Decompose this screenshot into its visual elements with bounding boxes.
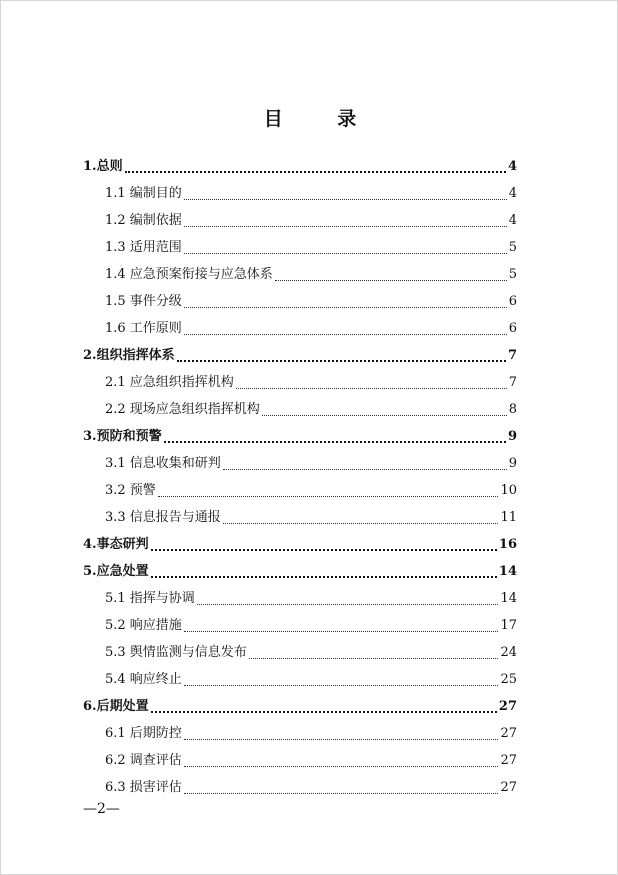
toc-section-entry[interactable] — [83, 234, 517, 261]
toc-entry-label: 2.组织指挥体系 — [83, 348, 175, 363]
toc-entry-label: 1.2 编制依据 — [105, 213, 182, 228]
toc-section-entry[interactable] — [83, 720, 517, 747]
toc-entry-page-number: 6 — [508, 294, 517, 309]
toc-entry-label: 5.3 舆情监测与信息发布 — [105, 645, 247, 660]
toc-entry-label: 1.1 编制目的 — [105, 186, 182, 201]
dot-leader — [184, 306, 507, 308]
toc-chapter-entry[interactable] — [83, 531, 517, 558]
toc-entry-page-number: 6 — [508, 321, 517, 336]
toc-entry-label: 6.2 调查评估 — [105, 753, 182, 768]
toc-section-entry[interactable] — [83, 369, 517, 396]
toc-section-entry[interactable] — [83, 639, 517, 666]
dot-leader — [223, 522, 499, 524]
dot-leader — [164, 440, 506, 443]
toc-section-entry[interactable] — [83, 288, 517, 315]
toc-entry-page-number: 4 — [507, 159, 517, 174]
toc-entry-label: 3.1 信息收集和研判 — [105, 456, 221, 471]
dot-leader — [184, 684, 499, 686]
toc-section-entry[interactable] — [83, 315, 517, 342]
dot-leader — [177, 359, 506, 362]
toc-entry-page-number: 9 — [507, 429, 517, 444]
toc-entry-page-number: 27 — [500, 726, 517, 741]
toc-chapter-entry[interactable] — [83, 342, 517, 369]
dot-leader — [223, 468, 507, 470]
toc-entry-page-number: 9 — [508, 456, 517, 471]
toc-entry-label: 6.1 后期防控 — [105, 726, 182, 741]
page-number: —2— — [83, 801, 120, 817]
toc-chapter-entry[interactable] — [83, 693, 517, 720]
toc-entry-label: 3.3 信息报告与通报 — [105, 510, 221, 525]
toc-entry-page-number: 5 — [508, 240, 517, 255]
toc-entry-page-number: 16 — [498, 537, 517, 552]
toc-section-entry[interactable] — [83, 666, 517, 693]
toc-section-entry[interactable] — [83, 747, 517, 774]
toc-entry-label: 3.预防和预警 — [83, 429, 162, 444]
toc-entry-page-number: 24 — [500, 645, 517, 660]
toc-entry-label: 1.总则 — [83, 159, 123, 174]
dot-leader — [151, 548, 497, 551]
toc-entry-label: 5.1 指挥与协调 — [105, 591, 195, 606]
toc-entry-label: 2.2 现场应急组织指挥机构 — [105, 402, 260, 417]
toc-title: 目 录 — [263, 108, 381, 130]
toc-section-entry[interactable] — [83, 396, 517, 423]
toc-section-entry[interactable] — [83, 450, 517, 477]
toc-entry-page-number: 4 — [508, 213, 517, 228]
dot-leader — [249, 657, 499, 659]
toc-entry-page-number: 27 — [500, 780, 517, 795]
toc-entry-page-number: 10 — [500, 483, 517, 498]
dot-leader — [184, 738, 499, 740]
dot-leader — [262, 414, 507, 416]
toc-chapter-entry[interactable] — [83, 558, 517, 585]
toc-entry-page-number: 4 — [508, 186, 517, 201]
toc-entry-page-number: 14 — [500, 591, 517, 606]
toc-entry-label: 6.后期处置 — [83, 699, 149, 714]
toc-entry-label: 1.6 工作原则 — [105, 321, 182, 336]
toc-entry-label: 1.5 事件分级 — [105, 294, 182, 309]
toc-entry-page-number: 14 — [498, 564, 517, 579]
toc-entry-page-number: 8 — [508, 402, 517, 417]
dot-leader — [236, 387, 507, 389]
toc-entry-label: 5.4 响应终止 — [105, 672, 182, 687]
toc-entry-page-number: 5 — [508, 267, 517, 282]
toc-chapter-entry[interactable] — [83, 153, 517, 180]
toc-entry-label: 4.事态研判 — [83, 537, 149, 552]
toc-entry-page-number: 7 — [507, 348, 517, 363]
dot-leader — [151, 575, 497, 578]
toc-section-entry[interactable] — [83, 477, 517, 504]
toc-section-entry[interactable] — [83, 504, 517, 531]
dot-leader — [184, 792, 499, 794]
dot-leader — [184, 225, 507, 227]
dot-leader — [184, 333, 507, 335]
dot-leader — [184, 765, 499, 767]
toc-entry-label: 5.2 响应措施 — [105, 618, 182, 633]
toc-section-entry[interactable] — [83, 612, 517, 639]
toc-entry-page-number: 27 — [500, 753, 517, 768]
toc-entry-page-number: 27 — [498, 699, 517, 714]
toc-entry-label: 1.4 应急预案衔接与应急体系 — [105, 267, 273, 282]
toc-entry-label: 5.应急处置 — [83, 564, 149, 579]
toc-section-entry[interactable] — [83, 207, 517, 234]
toc-chapter-entry[interactable] — [83, 423, 517, 450]
toc-section-entry[interactable] — [83, 585, 517, 612]
toc-entry-label: 1.3 适用范围 — [105, 240, 182, 255]
dot-leader — [197, 603, 499, 605]
dot-leader — [184, 198, 507, 200]
toc-entry-page-number: 7 — [508, 375, 517, 390]
dot-leader — [158, 495, 499, 497]
dot-leader — [125, 170, 506, 173]
dot-leader — [184, 630, 499, 632]
toc-entry-label: 2.1 应急组织指挥机构 — [105, 375, 234, 390]
toc-entry-label: 3.2 预警 — [105, 483, 156, 498]
toc-section-entry[interactable] — [83, 261, 517, 288]
toc-section-entry[interactable] — [83, 180, 517, 207]
toc-entry-page-number: 11 — [500, 510, 517, 525]
dot-leader — [151, 710, 497, 713]
toc-entry-page-number: 25 — [500, 672, 517, 687]
toc-entry-page-number: 17 — [500, 618, 517, 633]
dot-leader — [184, 252, 507, 254]
table-of-contents — [83, 153, 517, 801]
toc-section-entry[interactable] — [83, 774, 517, 801]
dot-leader — [275, 279, 507, 281]
toc-entry-label: 6.3 损害评估 — [105, 780, 182, 795]
